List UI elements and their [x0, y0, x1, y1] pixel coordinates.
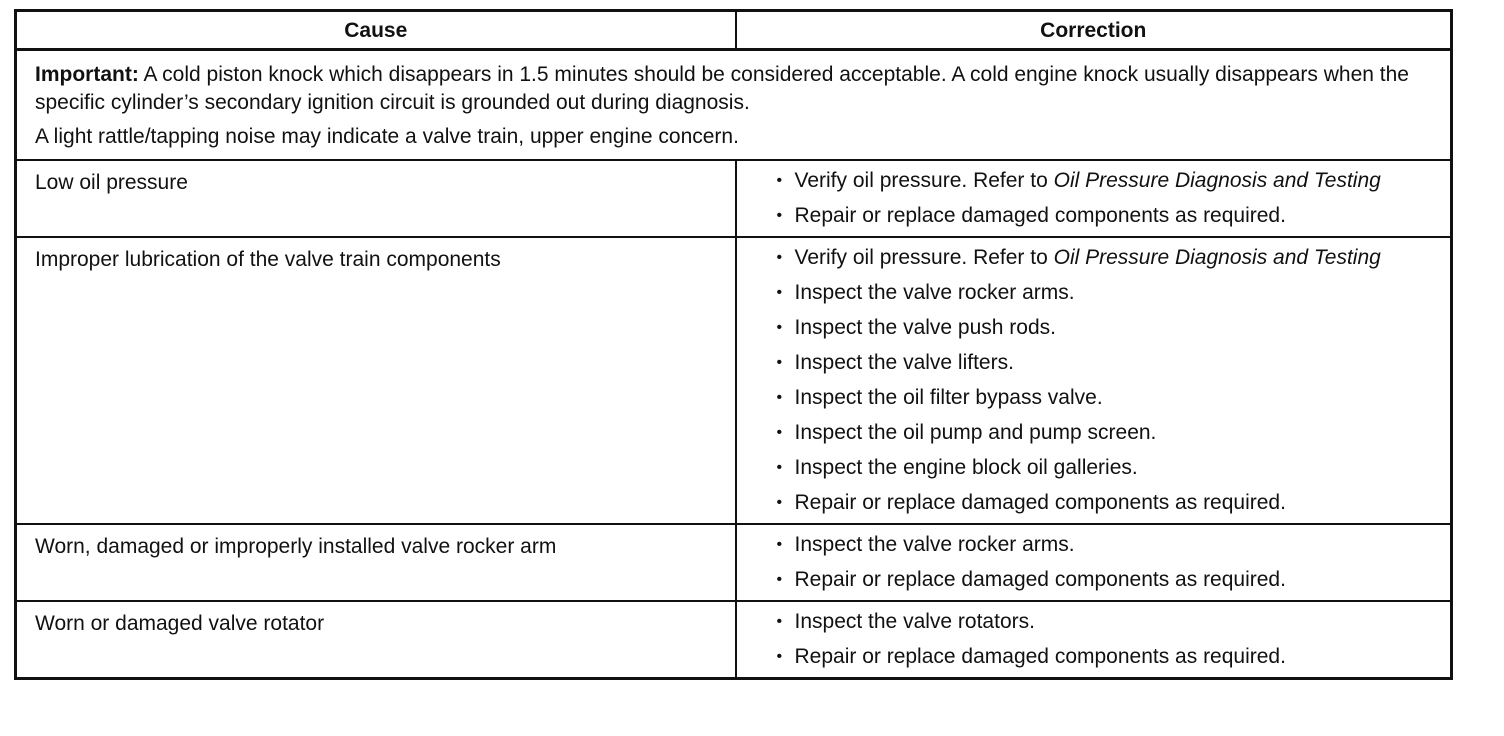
correction-item	[777, 566, 1437, 594]
correction-text: Inspect the valve rocker arms.	[794, 533, 1075, 556]
correction-cell	[736, 601, 1452, 679]
table-row	[16, 160, 1452, 237]
correction-item	[777, 279, 1437, 307]
correction-text: Inspect the valve lifters.	[794, 351, 1014, 374]
cause-cell: Worn or damaged valve rotator	[16, 601, 736, 679]
correction-cell	[736, 160, 1452, 237]
bullet-icon: •	[776, 354, 783, 371]
correction-cell	[736, 524, 1452, 601]
correction-text: Inspect the valve rocker arms.	[794, 281, 1075, 304]
correction-list	[777, 531, 1437, 594]
bullet-icon: •	[776, 319, 783, 336]
procedure-reference: Oil Pressure Diagnosis and Testing	[1053, 169, 1381, 192]
correction-text: Verify oil pressure. Refer to	[794, 169, 1054, 192]
bullet-icon: •	[776, 172, 783, 189]
correction-item	[777, 167, 1437, 195]
correction-text: Inspect the valve push rods.	[794, 316, 1056, 339]
important-note-row	[16, 50, 1452, 161]
correction-item	[777, 531, 1437, 559]
bullet-icon: •	[776, 424, 783, 441]
correction-text: Inspect the engine block oil galleries.	[794, 456, 1138, 479]
cause-cell: Low oil pressure	[16, 160, 736, 237]
bullet-icon: •	[776, 648, 783, 665]
table-header-row	[16, 11, 1452, 50]
correction-text: Repair or replace damaged components as required.	[794, 491, 1286, 514]
correction-text: Inspect the oil pump and pump screen.	[794, 421, 1157, 444]
cause-cell: Improper lubrication of the valve train components	[16, 237, 736, 524]
correction-text: Inspect the oil filter bypass valve.	[794, 386, 1103, 409]
correction-item	[777, 643, 1437, 671]
table-row	[16, 237, 1452, 524]
tapping-noise-note: A light rattle/tapping noise may indicate a valve train, upper engine concern.	[35, 125, 739, 148]
correction-list	[777, 608, 1437, 671]
correction-item	[777, 608, 1437, 636]
bullet-icon: •	[776, 536, 783, 553]
correction-list	[777, 244, 1437, 517]
bullet-icon: •	[776, 389, 783, 406]
correction-item	[777, 419, 1437, 447]
correction-text: Repair or replace damaged components as required.	[794, 568, 1286, 591]
correction-item	[777, 454, 1437, 482]
table-body	[16, 50, 1452, 679]
important-note-paragraph	[35, 61, 1434, 117]
bullet-icon: •	[776, 571, 783, 588]
correction-item	[777, 384, 1437, 412]
table-row	[16, 601, 1452, 679]
procedure-reference: Oil Pressure Diagnosis and Testing	[1053, 246, 1381, 269]
correction-column-header: Correction	[736, 11, 1452, 50]
important-note-text: A cold piston knock which disappears in 1.5 minutes should be considered acceptable. A cold engine knock usually disappears when the specific cylinder’s secondary ignition circuit is grounded out during diagnosis.	[35, 63, 1409, 114]
correction-list	[777, 167, 1437, 230]
table-row	[16, 524, 1452, 601]
important-label: Important:	[35, 63, 139, 86]
correction-item	[777, 202, 1437, 230]
diagnosis-table	[14, 9, 1453, 680]
cause-cell: Worn, damaged or improperly installed valve rocker arm	[16, 524, 736, 601]
correction-item	[777, 314, 1437, 342]
correction-text: Repair or replace damaged components as required.	[794, 645, 1286, 668]
correction-text: Repair or replace damaged components as required.	[794, 204, 1286, 227]
correction-cell	[736, 237, 1452, 524]
bullet-icon: •	[776, 249, 783, 266]
bullet-icon: •	[776, 459, 783, 476]
cause-column-header: Cause	[16, 11, 736, 50]
bullet-icon: •	[776, 284, 783, 301]
correction-item	[777, 349, 1437, 377]
important-note-cell	[16, 50, 1452, 161]
bullet-icon: •	[776, 494, 783, 511]
bullet-icon: •	[776, 207, 783, 224]
correction-text: Verify oil pressure. Refer to	[794, 246, 1054, 269]
bullet-icon: •	[776, 613, 783, 630]
correction-item	[777, 244, 1437, 272]
correction-item	[777, 489, 1437, 517]
correction-text: Inspect the valve rotators.	[794, 610, 1035, 633]
